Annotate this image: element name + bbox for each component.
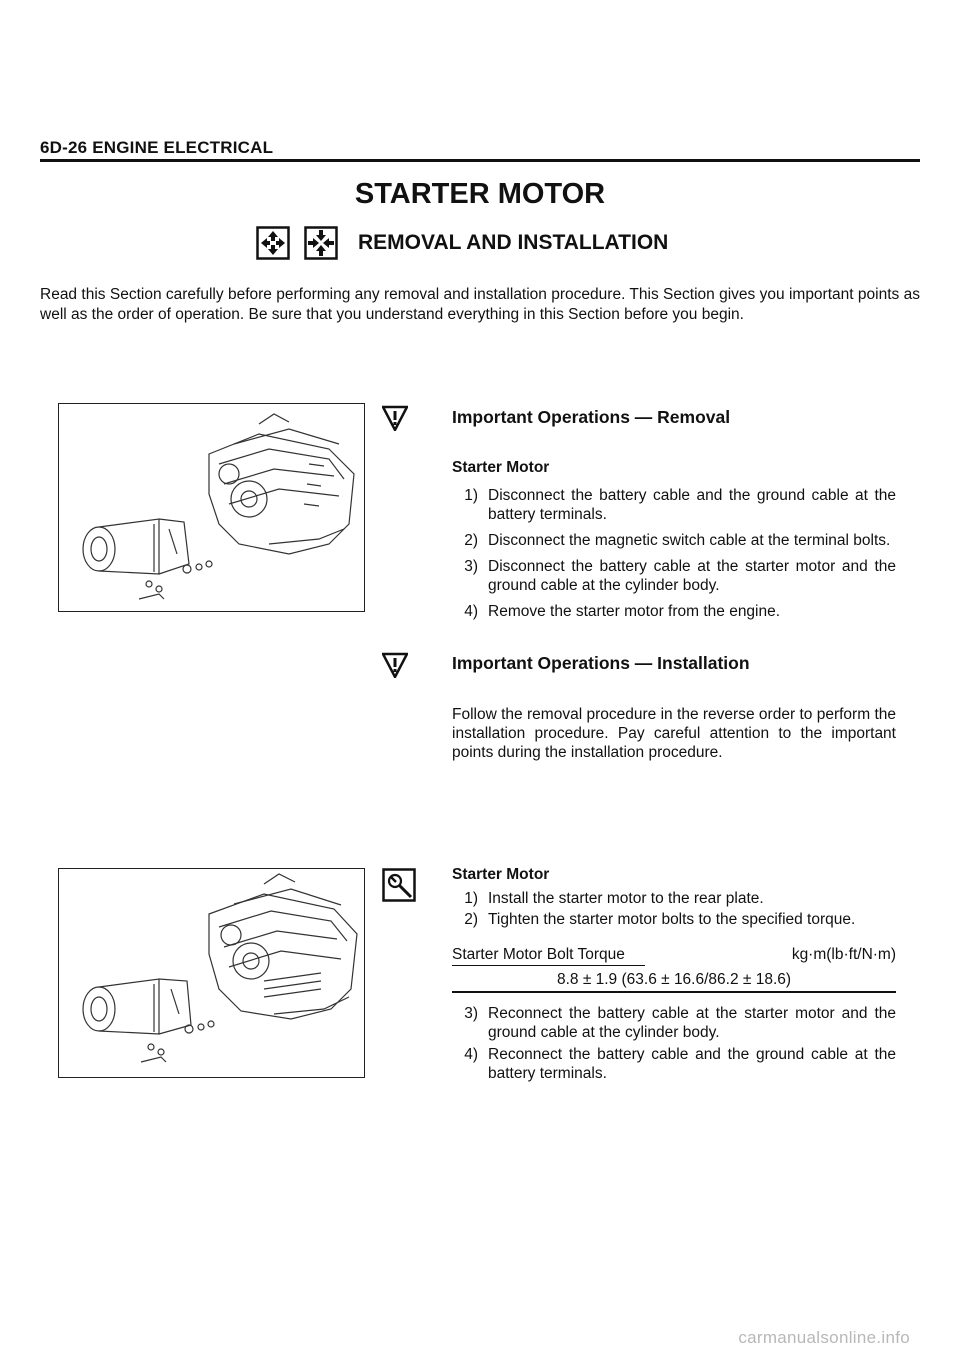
page-title: STARTER MOTOR — [354, 178, 606, 210]
installation-steps-a — [452, 889, 896, 931]
removal-subheading: Starter Motor — [452, 459, 550, 476]
torque-rule — [452, 991, 896, 993]
important-warning-icon — [382, 652, 408, 678]
page-subtitle: REMOVAL AND INSTALLATION — [358, 231, 669, 254]
important-warning-icon — [382, 405, 408, 431]
list-item: 1) Disconnect the battery cable and the ground cable at the battery terminals. — [464, 487, 896, 523]
list-item: 3) Disconnect the battery cable at the starter motor and the ground cable at the cylinder body. — [464, 558, 896, 594]
torque-label: Starter Motor Bolt Torque — [452, 946, 625, 963]
installation-heading: Important Operations — Installation — [452, 653, 750, 673]
removal-steps — [452, 486, 896, 628]
list-item: 4) Reconnect the battery cable and the ground cable at the battery terminals. — [464, 1046, 896, 1082]
torque-underline — [452, 965, 645, 966]
remove-arrows-icon — [256, 226, 290, 260]
section-header: 6D-26 ENGINE ELECTRICAL — [40, 138, 274, 157]
installation-subheading: Starter Motor — [452, 866, 550, 883]
wrench-icon — [382, 868, 416, 902]
list-item: 4) Remove the starter motor from the engine. — [464, 603, 781, 620]
torque-units: kg·m(lb·ft/N·m) — [791, 946, 896, 963]
torque-value: 8.8 ± 1.9 (63.6 ± 16.6/86.2 ± 18.6) — [556, 971, 792, 988]
installation-paragraph: Follow the removal procedure in the reverse order to perform the installation procedure. Pay careful attention to the important points during the installation procedure. — [452, 706, 896, 761]
list-item: 2) Disconnect the magnetic switch cable at the terminal bolts. — [464, 532, 891, 549]
list-item: 2) Tighten the starter motor bolts to the specified torque. — [464, 911, 856, 928]
installation-figure — [58, 868, 365, 1078]
footer-watermark: carmanualsonline.info — [738, 1328, 910, 1347]
list-item: 3) Reconnect the battery cable at the starter motor and the ground cable at the cylinder body. — [464, 1005, 896, 1041]
removal-figure — [58, 403, 365, 612]
header-rule — [40, 159, 920, 162]
engine-starter-illustration — [59, 404, 364, 611]
engine-starter-illustration — [59, 869, 364, 1077]
intro-paragraph: Read this Section carefully before performing any removal and installation procedure. This Section gives you important points as well as the order of operation. Be sure that you understand everything in this Section before you begin. — [40, 286, 920, 323]
list-item: 1) Install the starter motor to the rear plate. — [464, 890, 764, 907]
removal-heading: Important Operations — Removal — [452, 407, 731, 427]
install-arrows-icon — [304, 226, 338, 260]
installation-steps-b — [452, 1004, 896, 1086]
subtitle-row — [256, 226, 668, 260]
